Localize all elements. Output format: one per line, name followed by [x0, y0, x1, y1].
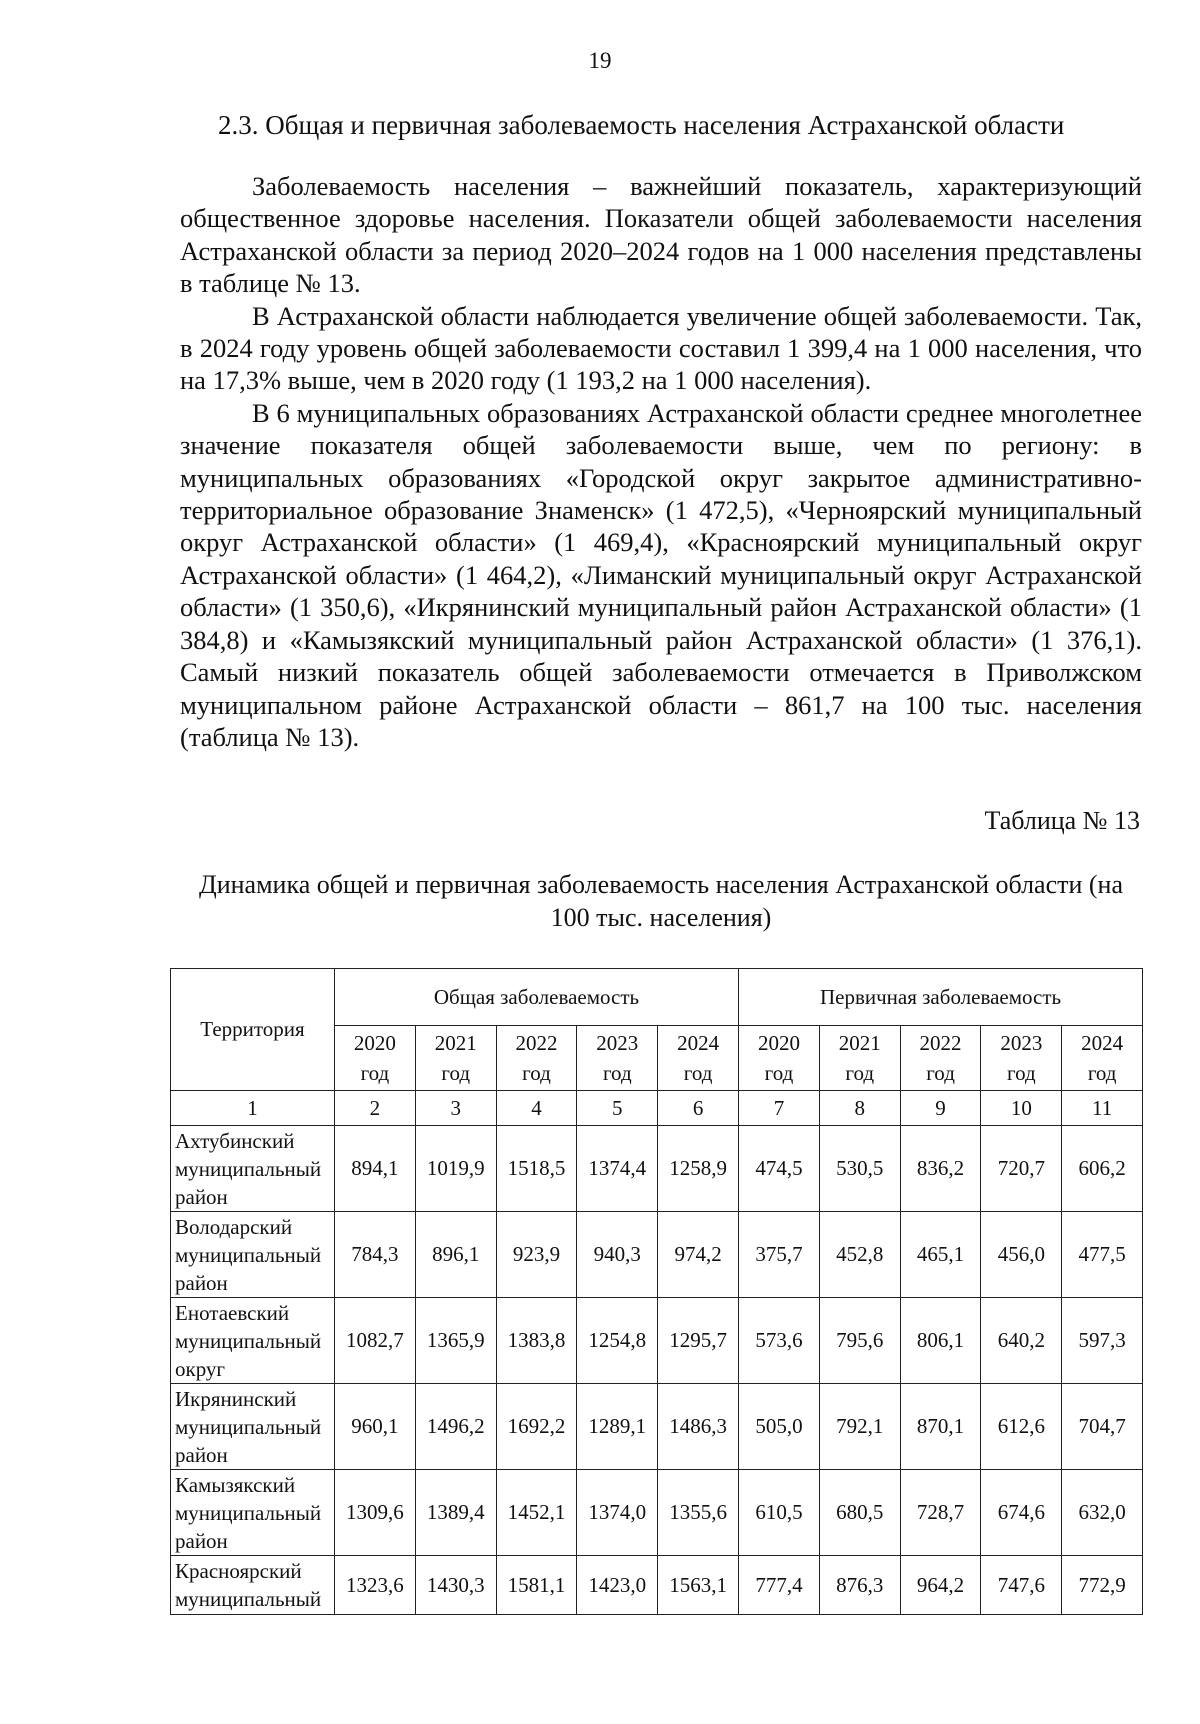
- value-cell: 452,8: [819, 1212, 900, 1298]
- value-cell: 375,7: [739, 1212, 820, 1298]
- year-header: [900, 1026, 981, 1091]
- year-header: [415, 1026, 496, 1091]
- year-unit: год: [845, 1061, 875, 1085]
- value-cell: 597,3: [1062, 1298, 1143, 1384]
- value-cell: 1323,6: [335, 1556, 416, 1615]
- territory-cell: [171, 1126, 335, 1212]
- year-header: [981, 1026, 1062, 1091]
- value-cell: 777,4: [739, 1556, 820, 1615]
- value-cell: 1365,9: [415, 1298, 496, 1384]
- year-header: [1062, 1026, 1143, 1091]
- year-unit: год: [1087, 1061, 1117, 1085]
- value-cell: 1692,2: [496, 1384, 577, 1470]
- value-cell: 1355,6: [658, 1470, 739, 1556]
- year-value: 2020: [757, 1031, 800, 1055]
- territory-line: Енотаевский: [175, 1300, 290, 1325]
- table-row: [171, 1126, 1143, 1212]
- value-cell: 836,2: [900, 1126, 981, 1212]
- paragraph: В Астраханской области наблюдается увеличение общей заболеваемости. Так, в 2024 году уровень общей заболеваемости составил 1 399,4 на 1 000 населения, что на 17,3% выше, чем в 2020 году (1 193,2 на 1 000 населения).: [180, 300, 1142, 396]
- column-number: 9: [900, 1091, 981, 1126]
- primary-morbidity-header: Первичная заболеваемость: [739, 969, 1143, 1026]
- value-cell: 505,0: [739, 1384, 820, 1470]
- value-cell: 720,7: [981, 1126, 1062, 1212]
- table-title: Динамика общей и первичная заболеваемость населения Астраханской области (на 100 тыс. населения): [198, 870, 1124, 932]
- value-cell: 795,6: [819, 1298, 900, 1384]
- value-cell: 974,2: [658, 1212, 739, 1298]
- year-header: [496, 1026, 577, 1091]
- value-cell: 632,0: [1062, 1470, 1143, 1556]
- value-cell: 894,1: [335, 1126, 416, 1212]
- value-cell: 704,7: [1062, 1384, 1143, 1470]
- territory-line: муниципальный: [175, 1242, 322, 1267]
- territory-line: Икрянинский: [175, 1386, 297, 1411]
- year-unit: год: [764, 1061, 794, 1085]
- value-cell: 1295,7: [658, 1298, 739, 1384]
- table-header-row: [171, 969, 1143, 1026]
- value-cell: 772,9: [1062, 1556, 1143, 1615]
- value-cell: 1019,9: [415, 1126, 496, 1212]
- year-unit: год: [1007, 1061, 1036, 1085]
- value-cell: 1423,0: [577, 1556, 658, 1615]
- value-cell: 1289,1: [577, 1384, 658, 1470]
- territory-cell: [171, 1384, 335, 1470]
- value-cell: 923,9: [496, 1212, 577, 1298]
- value-cell: 784,3: [335, 1212, 416, 1298]
- column-number: 3: [415, 1091, 496, 1126]
- value-cell: 1258,9: [658, 1126, 739, 1212]
- year-header: [739, 1026, 820, 1091]
- value-cell: 612,6: [981, 1384, 1062, 1470]
- territory-header: Территория: [171, 969, 335, 1091]
- value-cell: 1389,4: [415, 1470, 496, 1556]
- year-header: [577, 1026, 658, 1091]
- value-cell: 1374,0: [577, 1470, 658, 1556]
- value-cell: 573,6: [739, 1298, 820, 1384]
- value-cell: 1452,1: [496, 1470, 577, 1556]
- year-header: [658, 1026, 739, 1091]
- year-value: 2021: [838, 1031, 881, 1055]
- year-unit: год: [602, 1061, 632, 1085]
- value-cell: 640,2: [981, 1298, 1062, 1384]
- value-cell: 1496,2: [415, 1384, 496, 1470]
- year-header: [335, 1026, 416, 1091]
- paragraph: В 6 муниципальных образованиях Астраханской области среднее многолетнее значение показателя общей заболеваемости выше, чем по региону: в муниципальных образованиях «Городской округ закрытое административно-территориальное образование Знаменск» (1 472,5), «Черноярский муниципальный округ Астраханской области» (1 469,4), «Красноярский муниципальный округ Астраханской области» (1 464,2), «Лиманский муниципальный округ Астраханской области» (1 350,6), «Икрянинский муниципальный район Астраханской области» (1 384,8) и «Камызякский муниципальный район Астраханской области» (1 376,1). Самый низкий показатель общей заболеваемости отмечается в Приволжском муниципальном районе Астраханской области – 861,7 на 100 тыс. населения (таблица № 13).: [180, 397, 1142, 752]
- column-number: 5: [577, 1091, 658, 1126]
- year-unit: год: [441, 1061, 471, 1085]
- value-cell: 610,5: [739, 1470, 820, 1556]
- value-cell: 1374,4: [577, 1126, 658, 1212]
- value-cell: 806,1: [900, 1298, 981, 1384]
- territory-line: Володарский: [175, 1214, 293, 1239]
- morbidity-table: [170, 968, 1143, 1615]
- year-unit: год: [683, 1061, 713, 1085]
- year-value: 2022: [515, 1031, 558, 1055]
- value-cell: 940,3: [577, 1212, 658, 1298]
- table-row: [171, 1470, 1143, 1556]
- territory-line: муниципальный: [175, 1587, 322, 1611]
- territory-line: муниципальный: [175, 1328, 322, 1353]
- column-number: 11: [1062, 1091, 1143, 1126]
- value-cell: 1581,1: [496, 1556, 577, 1615]
- value-cell: 876,3: [819, 1556, 900, 1615]
- value-cell: 870,1: [900, 1384, 981, 1470]
- year-unit: год: [522, 1061, 551, 1085]
- value-cell: 728,7: [900, 1470, 981, 1556]
- value-cell: 747,6: [981, 1556, 1062, 1615]
- paragraph: Заболеваемость населения – важнейший показатель, характеризующий общественное здоровье населения. Показатели общей заболеваемости населения Астраханской области за период 2020–2024 годов на 1 000 населения представлены в таблице № 13.: [180, 171, 1142, 299]
- year-value: 2022: [919, 1031, 962, 1055]
- value-cell: 456,0: [981, 1212, 1062, 1298]
- territory-line: Красноярский: [175, 1559, 302, 1583]
- column-number: 1: [171, 1091, 335, 1126]
- table-caption: Таблица № 13: [984, 806, 1140, 835]
- column-number: 10: [981, 1091, 1062, 1126]
- year-value: 2020: [353, 1031, 396, 1055]
- value-cell: 792,1: [819, 1384, 900, 1470]
- column-number-row: [171, 1091, 1143, 1126]
- value-cell: 606,2: [1062, 1126, 1143, 1212]
- year-unit: год: [926, 1061, 955, 1085]
- year-value: 2023: [1000, 1031, 1043, 1055]
- value-cell: 680,5: [819, 1470, 900, 1556]
- territory-line: Камызякский: [175, 1472, 296, 1497]
- territory-line: муниципальный: [175, 1156, 322, 1181]
- territory-cell: [171, 1470, 335, 1556]
- territory-line: район: [175, 1442, 228, 1467]
- territory-line: муниципальный: [175, 1500, 322, 1525]
- table-row: [171, 1384, 1143, 1470]
- value-cell: 1430,3: [415, 1556, 496, 1615]
- value-cell: 960,1: [335, 1384, 416, 1470]
- table-row: [171, 1298, 1143, 1384]
- territory-line: округ: [175, 1356, 226, 1381]
- value-cell: 1254,8: [577, 1298, 658, 1384]
- general-morbidity-header: Общая заболеваемость: [335, 969, 739, 1026]
- value-cell: 530,5: [819, 1126, 900, 1212]
- year-header: [819, 1026, 900, 1091]
- value-cell: 477,5: [1062, 1212, 1143, 1298]
- table-row: [171, 1212, 1143, 1298]
- value-cell: 674,6: [981, 1470, 1062, 1556]
- territory-line: район: [175, 1528, 228, 1553]
- territory-line: район: [175, 1184, 228, 1209]
- year-unit: год: [360, 1061, 390, 1085]
- value-cell: 1518,5: [496, 1126, 577, 1212]
- value-cell: 465,1: [900, 1212, 981, 1298]
- territory-cell: [171, 1298, 335, 1384]
- territory-line: муниципальный: [175, 1414, 322, 1439]
- column-number: 7: [739, 1091, 820, 1126]
- value-cell: 1486,3: [658, 1384, 739, 1470]
- year-value: 2024: [677, 1031, 720, 1055]
- value-cell: 1309,6: [335, 1470, 416, 1556]
- body-text: [180, 170, 1142, 753]
- column-number: 8: [819, 1091, 900, 1126]
- value-cell: 1563,1: [658, 1556, 739, 1615]
- year-value: 2021: [434, 1031, 477, 1055]
- table-row: [171, 1556, 1143, 1615]
- section-heading: 2.3. Общая и первичная заболеваемость населения Астраханской области: [218, 110, 1065, 140]
- territory-cell: [171, 1212, 335, 1298]
- value-cell: 896,1: [415, 1212, 496, 1298]
- value-cell: 964,2: [900, 1556, 981, 1615]
- value-cell: 1082,7: [335, 1298, 416, 1384]
- value-cell: 474,5: [739, 1126, 820, 1212]
- year-value: 2024: [1081, 1031, 1124, 1055]
- column-number: 6: [658, 1091, 739, 1126]
- column-number: 2: [335, 1091, 416, 1126]
- column-number: 4: [496, 1091, 577, 1126]
- territory-line: Ахтубинский: [175, 1128, 295, 1153]
- year-value: 2023: [596, 1031, 639, 1055]
- value-cell: 1383,8: [496, 1298, 577, 1384]
- territory-line: район: [175, 1270, 228, 1295]
- page-number: 19: [588, 48, 612, 73]
- territory-cell: [171, 1556, 335, 1615]
